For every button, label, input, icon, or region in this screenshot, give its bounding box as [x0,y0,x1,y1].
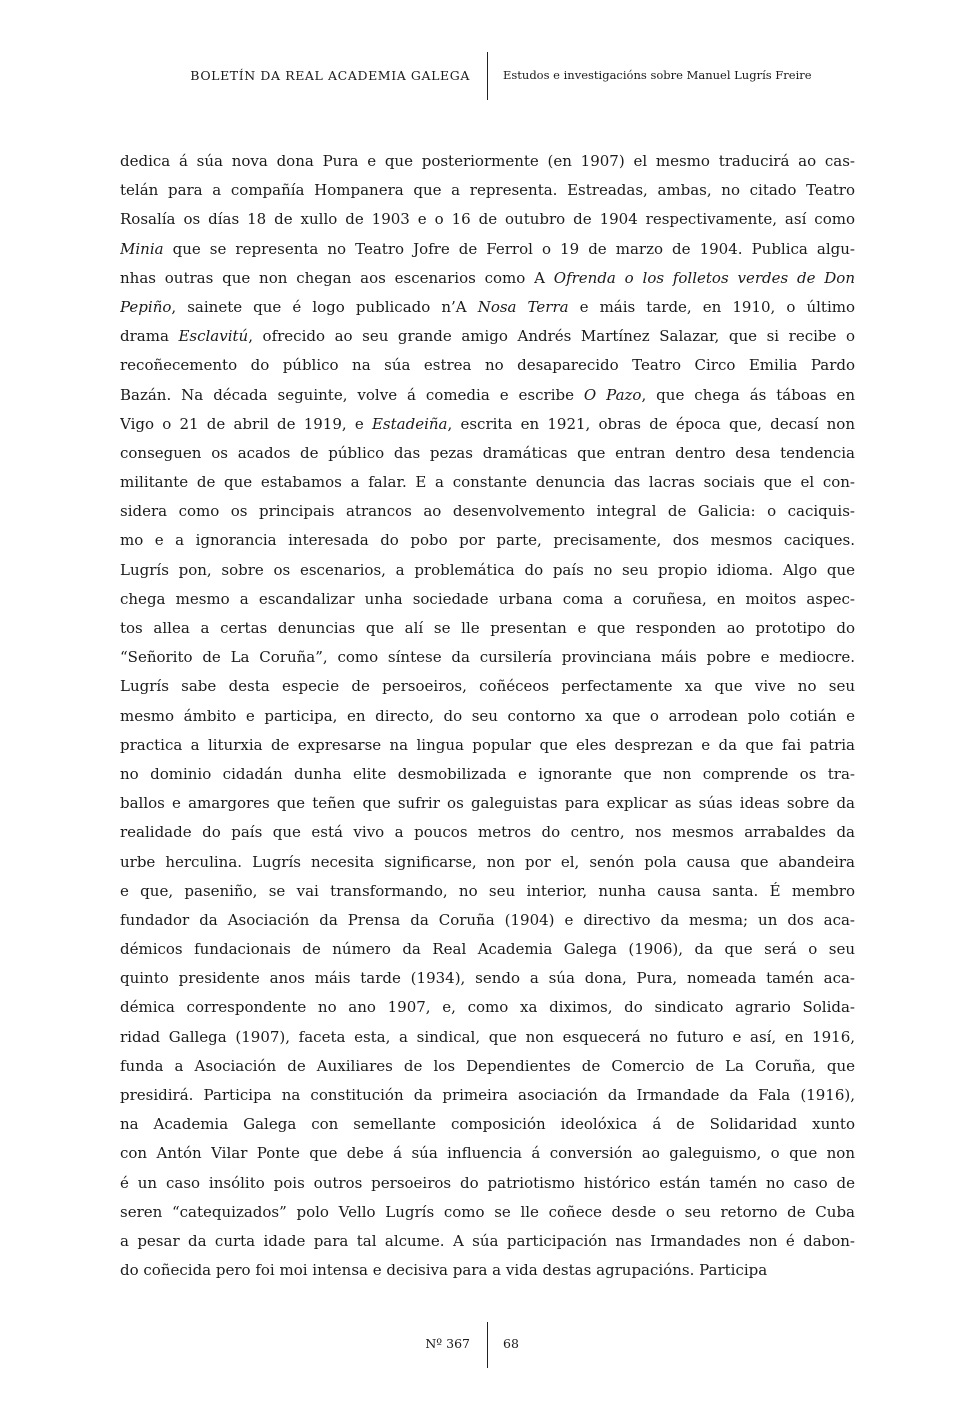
text-run: que se representa no Teatro Jofre de Ferrol o 19 de marzo de 1904. Publica algu- [163,239,855,258]
text-run: mo e a ignorancia interesada do pobo por parte, precisamente, dos mesmos caciques. [120,531,855,550]
text-run: fundador da Asociación da Prensa da Coruña (1904) e directivo da mesma; un dos aca- [120,910,855,929]
text-run: realidade do país que está vivo a poucos metros do centro, nos mesmos arrabaldes da [120,823,855,842]
text-run: urbe herculina. Lugrís necesita significarse, non por el, senón pola causa que abandeira [120,852,855,871]
text-line [120,235,855,264]
text-run: no dominio cidadán dunha elite desmobilizada e ignorante que non comprende os tra- [120,764,855,783]
issue-number: Nº 367 [425,1336,470,1351]
text-line [120,1169,855,1198]
text-line [120,468,855,497]
page-number: 68 [503,1336,519,1351]
text-run: tos allea a certas denuncias que alí se lle presentan e que responden ao prototipo do [120,619,855,637]
text-line [120,351,855,380]
text-run: chega mesmo a escandalizar unha sociedade urbana coma a coruñesa, en moitos aspec- [120,589,855,608]
running-header [0,52,975,102]
text-run: presidirá. Participa na constitución da primeira asociación da Irmandade da Fala (1916), [120,1086,855,1104]
text-run: Bazán. Na década seguinte, volve á comedia e escribe [120,385,584,404]
text-line [120,264,855,293]
text-run: e que, paseniño, se vai transformando, no seu interior, nunha causa santa. É membro [120,881,855,900]
text-run: Lugrís pon, sobre os escenarios, a problemática do país no seu propio idioma. Algo que [120,560,855,579]
text-line [120,1198,855,1227]
text-line [120,293,855,322]
text-line [120,439,855,468]
footer-divider [487,1322,488,1368]
text-line [120,1110,855,1139]
italic-title: Ofrenda o los folletos verdes de Don [553,268,855,287]
text-line [120,906,855,935]
text-line [120,614,855,643]
italic-title: Minia [120,239,164,258]
text-line [120,935,855,964]
text-run: ballos e amargores que teñen que sufrir os galeguistas para explicar as súas ideas sobre da [120,794,855,813]
italic-title: O Pazo [583,385,642,404]
text-line [120,410,855,439]
text-run: conseguen os acados de público das pezas dramáticas que entran dentro desa tendencia [120,443,855,462]
text-run: , que chega ás táboas en [641,385,855,404]
italic-title: Pepiño [120,297,172,316]
italic-title: Estadeiña [371,414,448,433]
text-run: quinto presidente anos máis tarde (1934), sendo a súa dona, Pura, nomeada tamén aca- [120,969,855,988]
text-line [120,1052,855,1081]
text-run: seren “catequizados” polo Vello Lugrís como se lle coñece desde o seu retorno de Cuba [120,1202,855,1221]
text-run: militante de que estabamos a falar. E a constante denuncia das lacras sociais que el con- [120,473,855,492]
text-run: drama [120,327,179,346]
text-line [120,964,855,993]
text-run: a pesar da curta idade para tal alcume. A súa participación nas Irmandades non é dabon- [120,1231,855,1250]
text-line [120,877,855,906]
text-run: mesmo ámbito e participa, en directo, do seu contorno xa que o arrodean polo cotián e [120,706,855,725]
text-line [120,556,855,585]
text-line [120,818,855,847]
italic-title: Nosa Terra [477,297,569,316]
text-run: démica correspondente no ano 1907, e, como xa diximos, do sindicato agrario Solida- [120,998,855,1017]
text-line [120,497,855,526]
text-run: nhas outras que non chegan aos escenarios como A [120,268,554,287]
text-run: telán para a compañía Hompanera que a representa. Estreadas, ambas, no citado Teatro [120,181,855,200]
text-line [120,643,855,672]
text-line [120,1081,855,1110]
text-line [120,848,855,877]
text-line [120,702,855,731]
article-body [120,147,855,1285]
text-line [120,1227,855,1256]
text-run: practica a liturxia de expresarse na lingua popular que eles desprezan e da que fai patria [120,735,855,754]
text-run: “Señorito de La Coruña”, como síntese da cursilería provinciana máis pobre e mediocre. [120,648,855,667]
text-run: e máis tarde, en 1910, o último [568,297,855,316]
text-line [120,205,855,234]
text-run: , escrita en 1921, obras de época que, decasí non [447,414,855,433]
text-line [120,731,855,760]
italic-title: Esclavitú [178,327,249,346]
running-footer [0,1322,975,1370]
text-run: é un caso insólito pois outros persoeiros do patriotismo histórico están tamén no caso de [120,1173,855,1192]
text-run: dedica á súa nova dona Pura e que posteriormente (en 1907) el mesmo traducirá ao cas- [120,152,855,170]
text-line [120,1023,855,1052]
text-run: sidera como os principais atrancos ao desenvolvemento integral de Galicia: o caciquis- [120,502,855,521]
text-run: Lugrís sabe desta especie de persoeiros, coñéceos perfectamente xa que vive no seu [120,677,855,696]
text-run: Vigo o 21 de abril de 1919, e [120,414,372,433]
text-line [120,1256,855,1285]
text-run: na Academia Galega con semellante composición ideolóxica á de Solidaridad xunto [120,1115,855,1134]
text-run: recoñecemento do público na súa estrea no desaparecido Teatro Circo Emilia Pardo [120,356,855,375]
text-run: con Antón Vilar Ponte que debe á súa influencia á conversión ao galeguismo, o que non [120,1144,855,1163]
journal-title: BOLETÍN DA REAL ACADEMIA GALEGA [190,68,470,83]
text-line [120,760,855,789]
text-line [120,1139,855,1168]
header-divider [487,52,488,100]
text-run: funda a Asociación de Auxiliares de los Dependientes de Comercio de La Coruña, que [120,1056,855,1075]
section-title: Estudos e investigacións sobre Manuel Lugrís Freire [503,68,812,82]
text-line [120,147,855,176]
text-line [120,585,855,614]
text-run: ridad Gallega (1907), faceta esta, a sindical, que non esquecerá no futuro e así, en 1916, [120,1027,855,1046]
text-line [120,789,855,818]
text-run: , ofrecido ao seu grande amigo Andrés Martínez Salazar, que si recibe o [248,327,855,346]
text-line [120,672,855,701]
text-line [120,526,855,555]
text-line [120,381,855,410]
text-line [120,993,855,1022]
text-run: démicos fundacionais de número da Real Academia Galega (1906), da que será o seu [120,940,855,959]
text-line [120,176,855,205]
text-run: do coñecida pero foi moi intensa e decisiva para a vida destas agrupacións. Participa [120,1261,768,1280]
text-run: Rosalía os días 18 de xullo de 1903 e o 16 de outubro de 1904 respectivamente, así como [120,210,855,229]
text-line [120,322,855,351]
text-run: , sainete que é logo publicado n’A [171,297,478,316]
